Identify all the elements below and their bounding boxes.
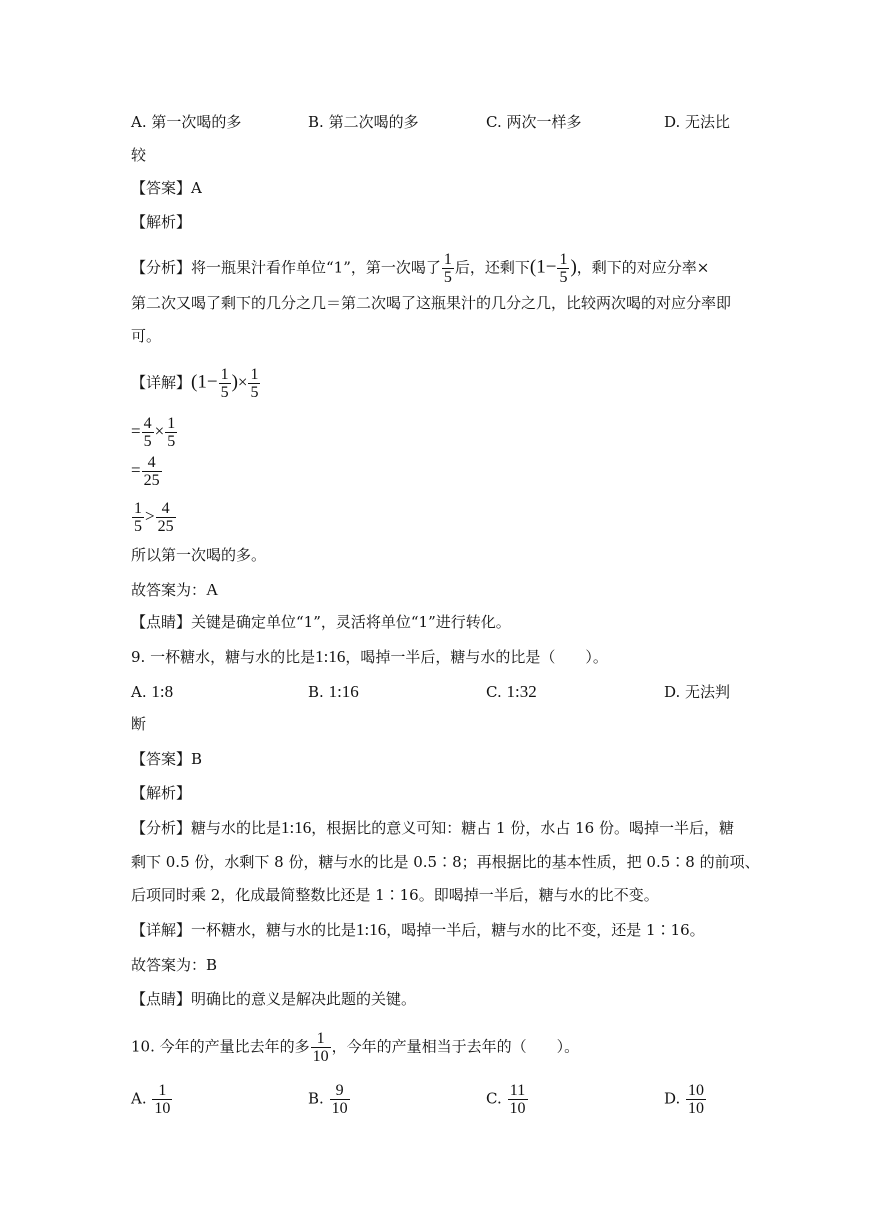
q9-option-a: A. 1:8 bbox=[131, 682, 174, 701]
fraction: $\frac{10}{10}$ bbox=[688, 1082, 705, 1117]
q8-option-c: C. 两次一样多 bbox=[486, 113, 582, 131]
q9-option-d: D. 无法判 bbox=[664, 683, 731, 701]
q9-analysis-line1: 【分析】糖与水的比是1:16，根据比的意义可知：糖占 1 份，水占 16 份。喝掉一半后，糖 bbox=[131, 818, 734, 837]
q10-option-c: C. $\frac{11}{10}$ bbox=[486, 1082, 526, 1117]
q8-detail-line2: = $\frac{4}{5}$ × $\frac{1}{5}$ bbox=[131, 415, 176, 450]
q8-detail-line3: = $\frac{4}{25}$ bbox=[131, 454, 160, 489]
q9-analysis-line3: 后项同时乘 2，化成最简整数比还是 1∶16。即喝掉一半后，糖与水的比不变。 bbox=[131, 886, 659, 904]
q8-option-b: B. 第二次喝的多 bbox=[308, 113, 419, 131]
q8-conclusion: 所以第一次喝的多。 bbox=[131, 546, 267, 564]
q10-stem: 10. 今年的产量比去年的多 $\frac{1}{10}$ ，今年的产量相当于去年的（ ）。 bbox=[131, 1030, 580, 1065]
q9-option-b: B. 1:16 bbox=[308, 682, 359, 701]
q8-analysis-line1: 【分析】将一瓶果汁看作单位“1”，第一次喝了 $\frac{1}{5}$ 后，还剩下(1− $\frac{1}{5}$ )，剩下的对应分率× bbox=[131, 251, 710, 286]
fraction: $\frac{4}{5}$ bbox=[143, 415, 152, 450]
q9-answer: 【答案】B bbox=[131, 750, 203, 768]
fraction: $\frac{1}{5}$ bbox=[250, 366, 259, 401]
fraction: $\frac{1}{5}$ bbox=[220, 366, 229, 401]
fraction: $\frac{1}{10}$ bbox=[312, 1030, 329, 1065]
q9-analysis-line2: 剩下 0.5 份，水剩下 8 份，糖与水的比是 0.5∶8；再根据比的基本性质，把 0.5∶8 的前项、 bbox=[131, 853, 760, 871]
fraction: $\frac{11}{10}$ bbox=[509, 1082, 526, 1117]
q10-option-b: B. $\frac{9}{10}$ bbox=[308, 1082, 348, 1117]
fraction: $\frac{4}{25}$ bbox=[157, 500, 174, 535]
q8-answer: 【答案】A bbox=[131, 179, 202, 197]
q9-option-d-wrap: 断 bbox=[131, 715, 147, 733]
q9-analysis-heading: 【解析】 bbox=[131, 784, 192, 802]
q8-option-a: A. 第一次喝的多 bbox=[131, 113, 242, 131]
q9-detail: 【详解】一杯糖水，糖与水的比是1:16，喝掉一半后，糖与水的比不变，还是 1∶16。 bbox=[131, 920, 705, 939]
fraction: $\frac{4}{25}$ bbox=[143, 454, 160, 489]
fraction: $\frac{1}{5}$ bbox=[443, 251, 452, 286]
q8-final: 故答案为：A bbox=[131, 580, 219, 599]
fraction: $\frac{1}{5}$ bbox=[134, 500, 142, 535]
q9-dianjing: 【点睛】明确比的意义是解决此题的关键。 bbox=[131, 990, 417, 1008]
fraction: $\frac{1}{5}$ bbox=[559, 251, 568, 286]
q8-option-d-wrap: 较 bbox=[131, 146, 147, 164]
q8-option-d: D. 无法比 bbox=[664, 113, 731, 131]
q10-option-a: A. $\frac{1}{10}$ bbox=[131, 1082, 171, 1117]
q8-analysis-line3: 可。 bbox=[131, 327, 162, 345]
q9-stem: 9. 一杯糖水，糖与水的比是1:16，喝掉一半后，糖与水的比是（ ）。 bbox=[131, 647, 608, 666]
fraction: $\frac{9}{10}$ bbox=[331, 1082, 348, 1117]
q8-detail-line1: 【详解】(1− $\frac{1}{5}$ )× $\frac{1}{5}$ bbox=[131, 366, 259, 401]
fraction: $\frac{1}{5}$ bbox=[167, 415, 176, 450]
fraction: $\frac{1}{10}$ bbox=[154, 1082, 171, 1117]
q9-final: 故答案为：B bbox=[131, 956, 218, 974]
q8-analysis-heading: 【解析】 bbox=[131, 213, 192, 231]
q8-dianjing: 【点睛】关键是确定单位“1”，灵活将单位“1”进行转化。 bbox=[131, 613, 511, 631]
q9-option-c: C. 1:32 bbox=[486, 682, 537, 701]
q8-analysis-line2: 第二次又喝了剩下的几分之几＝第二次喝了这瓶果汁的几分之几，比较两次喝的对应分率即 bbox=[131, 294, 732, 312]
q8-detail-line4: $\frac{1}{5}$ > $\frac{4}{25}$ bbox=[134, 500, 174, 535]
q10-option-d: D. $\frac{10}{10}$ bbox=[664, 1082, 705, 1117]
